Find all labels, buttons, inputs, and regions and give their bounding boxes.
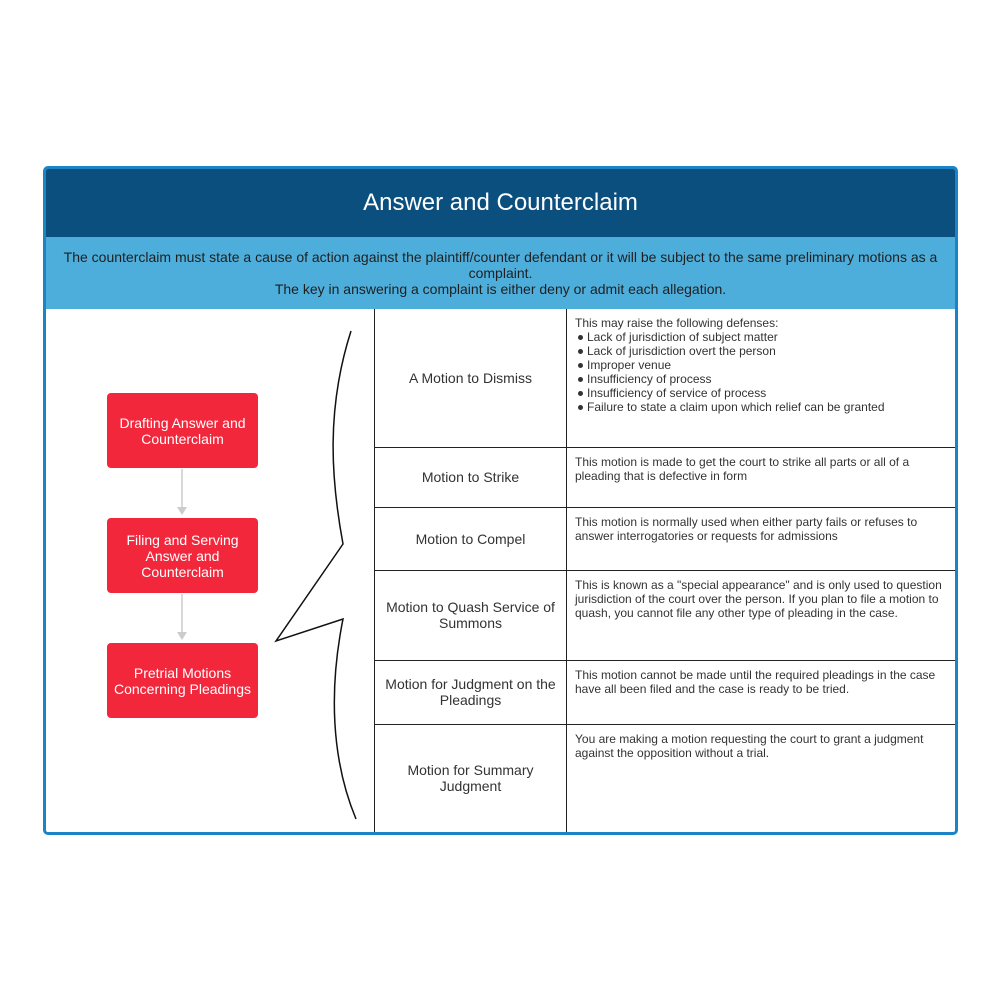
table-row	[375, 507, 956, 570]
table-row	[375, 570, 956, 660]
flow-step-label: Drafting Answer and Counterclaim	[119, 414, 246, 447]
list-item: Insufficiency of process	[578, 372, 947, 386]
motion-desc-cell	[567, 570, 956, 660]
motion-name-cell	[375, 447, 567, 507]
table-row	[375, 724, 956, 832]
motion-name-cell	[375, 660, 567, 724]
defense-list	[575, 330, 947, 414]
motions-table	[374, 309, 955, 832]
table-row	[375, 447, 956, 507]
flow-step-label: Pretrial Motions Concerning Pleadings	[114, 664, 251, 697]
motion-name: Motion to Compel	[415, 530, 526, 547]
title-bar	[46, 169, 955, 237]
subtitle-line-1: The counterclaim must state a cause of action against the plaintiff/counter defendant or it will be subject to the same preliminary motions as a complaint.	[63, 249, 938, 281]
list-item: Failure to state a claim upon which relief can be granted	[578, 400, 947, 414]
flow-step-drafting[interactable]	[107, 393, 258, 468]
motion-name: Motion to Quash Service of Summons	[386, 599, 555, 631]
motion-desc-cell	[567, 507, 956, 570]
diagram-frame	[43, 166, 958, 835]
motion-name-cell	[375, 570, 567, 660]
subtitle-line-2: The key in answering a complaint is either deny or admit each allegation.	[274, 281, 727, 297]
motion-desc-cell	[567, 309, 956, 447]
motion-name: A Motion to Dismiss	[409, 369, 532, 386]
brace-shape	[276, 331, 356, 819]
flow-step-filing-serving[interactable]	[107, 518, 258, 593]
diagram-title: Answer and Counterclaim	[363, 189, 638, 216]
list-item: Insufficiency of service of process	[578, 386, 947, 400]
motion-description: This motion is made to get the court to strike all parts or all of a pleading that is defective in form	[575, 454, 910, 483]
motion-name: Motion to Strike	[421, 469, 520, 485]
list-item: Lack of jurisdiction overt the person	[578, 344, 947, 358]
motion-description: This motion cannot be made until the required pleadings in the case have all been filed and the case is ready to be tried.	[575, 667, 936, 696]
flow-arrowhead-1	[177, 507, 187, 515]
motion-desc-cell	[567, 724, 956, 832]
motion-name-cell	[375, 724, 567, 832]
motion-description: You are making a motion requesting the court to grant a judgment against the opposition without a trial.	[575, 731, 924, 760]
motion-description: This is known as a "special appearance" and is only used to question jurisdiction of the court over the person. If you plan to file a motion to quash, you cannot file any other type of pleading in the case.	[575, 577, 942, 620]
table-row	[375, 660, 956, 724]
table-row	[375, 309, 956, 447]
motion-name-cell	[375, 309, 567, 447]
motion-desc-cell	[567, 447, 956, 507]
motion-name: Motion for Judgment on the Pleadings	[385, 676, 556, 708]
diagram-body	[46, 309, 955, 832]
flow-arrowhead-2	[177, 632, 187, 640]
list-item: Improper venue	[578, 358, 947, 372]
flow-step-pretrial-motions[interactable]	[107, 643, 258, 718]
motion-name: Motion for Summary Judgment	[407, 762, 534, 795]
motion-desc-cell	[567, 660, 956, 724]
motion-name-cell	[375, 507, 567, 570]
flow-step-label: Filing and Serving Answer and Counterclaim	[126, 531, 239, 580]
motion-intro: This may raise the following defenses:	[575, 316, 779, 330]
motion-description: This motion is normally used when either party fails or refuses to answer interrogatories or requests for admissions	[575, 514, 918, 543]
list-item: Lack of jurisdiction of subject matter	[578, 330, 947, 344]
subtitle-bar	[46, 237, 955, 309]
